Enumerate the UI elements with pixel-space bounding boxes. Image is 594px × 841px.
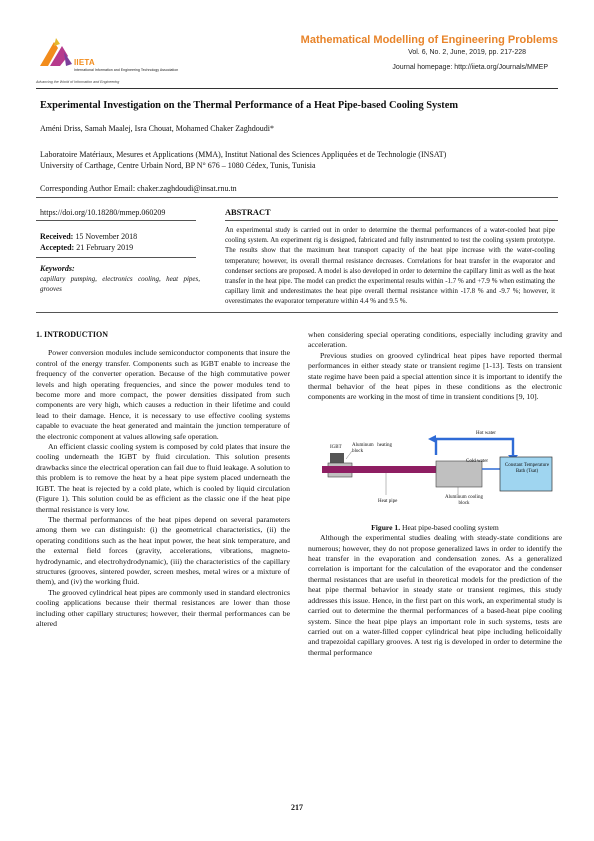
journal-volume: Vol. 6, No. 2, June, 2019, pp. 217-228: [408, 49, 526, 56]
abstract-text: An experimental study is carried out in order to determine the thermal performances of a water-cooled heat pipe cooling system. An experiment rig is designed, fabricated and fully instrumented to test the cooling system prototype. The results show that the maximum heat transport capacity of the heat pipe increase with the water-cooling temperature; however, its overall thermal resistance decreases. Correlations for heat transfer in the evaporator and condenser sections are proposed. A model is also developed in order to determine the capillary limit as well as the heat transfer in the heat pipe. The model can predict the experimental results within -1.7 % and +7.9 % when estimating the capillary limit and underestimates the heat pipe overall thermal resistance within -17.8 % and -9.7 %; however, it overestimates the evaporator temperature within 4.4 % and 9.5 %.: [225, 227, 555, 306]
page-number: 217: [291, 803, 303, 812]
figure-caption-text: Heat pipe-based cooling system: [402, 522, 499, 532]
header-divider: [36, 88, 558, 89]
doi-divider: [36, 220, 196, 221]
iieta-logo-icon: [36, 36, 76, 72]
article-dates: [40, 231, 137, 253]
right-column: [308, 330, 562, 658]
label-aluminum-cooling-block: Aluminum cooling block: [445, 494, 483, 506]
body-divider: [36, 312, 558, 313]
paragraph: The thermal performances of the heat pipes depend on several parameters among them we can distinguish: (i) the geometrical characteristics, (ii) the operating conditions such as the heat input power, the heat sink temperature, and the external field forces (gravity, accelerations, vibrations, magneto-hydrodynamic, and electrohydrodynamic), (iii) the characteristics of the capillary structures (grooves, sintered powder, screen meshes, metal wires or a mixture of them), and (iv) the working fluid.: [36, 514, 290, 587]
keywords-label: Keywords:: [40, 264, 75, 273]
figure-caption-label: Figure 1.: [371, 522, 401, 532]
article-title: Experimental Investigation on the Thermal Performance of a Heat Pipe-based Cooling System: [40, 100, 458, 111]
label-aluminum-heating-block: Aluminum heating block: [352, 442, 392, 454]
label-heat-pipe: Heat pipe: [378, 498, 398, 504]
journal-title: Mathematical Modelling of Engineering Problems: [300, 34, 558, 46]
article-affiliation: [40, 149, 556, 171]
figure-1-diagram: [308, 411, 562, 521]
accepted-label: Accepted:: [40, 243, 75, 252]
label-cold-water: Cold water: [466, 458, 489, 464]
affiliation-line-2: University of Carthage, Centre Urbain Nord, BP N° 676 – 1080 Cédex, Tunis, Tunisia: [40, 161, 316, 170]
article-authors: Améni Driss, Samah Maalej, Isra Chouat, Mohamed Chaker Zaghdoudi*: [40, 124, 274, 133]
label-constant-temperature-bath: Constant Temperature Bath (Tsat): [504, 462, 550, 474]
paragraph: Power conversion modules include semiconductor components that insure the control of the energy transfer. Components such as IGBT enable to increase the frequency of the converter operation. Because of the high commutative power levels and high operating frequencies, and since the power modules tend to become more and more compact, the power densities dissipated from such components are very high, which causes a reduction in their lifetime and could lead to their damage. Hence, it is necessary to use effective cooling systems capable to evacuate the heat generated and maintain the junction temperature of the electronic component at values allowing safe operation.: [36, 348, 290, 441]
figure-1-caption: [308, 523, 562, 533]
iieta-logo: [36, 36, 186, 84]
left-column: [36, 330, 290, 629]
logo-subtitle: International Information and Engineering Technology Association: [74, 68, 179, 72]
paragraph: Previous studies on grooved cylindrical heat pipes have reported thermal performances in either steady state or transient regime [1-13]. Tests on transient state regime have been paid a special attention since it is important to identify the thermal behavior of the heat pipes in these conditions as the electronic components are working in the most of time in transient conditions [9, 10].: [308, 350, 562, 402]
abstract-divider: [225, 220, 558, 221]
dates-divider: [36, 257, 196, 258]
meta-divider: [36, 197, 558, 198]
affiliation-line-1: Laboratoire Matériaux, Mesures et Applications (MMA), Institut National des Sciences Appliquées et de Technologie (INSAT): [40, 150, 447, 159]
section-heading-introduction: 1. INTRODUCTION: [36, 330, 109, 339]
paragraph: The grooved cylindrical heat pipes are commonly used in standard electronics cooling applications because their thermal resistances are lower than those including other capillary structures; however, their thermal performances can be altered: [36, 587, 290, 628]
abstract-heading: ABSTRACT: [225, 208, 271, 217]
logo-tagline: Advancing the World of Information and Engineering: [36, 80, 120, 84]
accepted-date: 21 February 2019: [76, 243, 134, 252]
paragraph: Although the experimental studies dealing with steady-state conditions are numerous; however, they do not propose generalized laws in order to identify the heat transfer in the evaporation and condensation zones. As a generalized correlation is important for the calculation of the evaporator and the condenser thermal resistances that are useful in theoretical models for the prediction of the heat pipe thermal behavior in steady state or transient regimes, this study addresses this issue. Hence, in the first part on this work, an experimental study is carried out to determine the thermal performances of a based-heat pipe cooling system. Since the heat pipe plays an important role in such systems, tests are carried out on a water-filled copper cylindrical heat pipe including helicoidally and trapezoidal capillary grooves. A test rig is developed in order to determine the thermal performance: [308, 533, 562, 657]
corresponding-author: Corresponding Author Email: chaker.zaghdoudi@insat.rnu.tn: [40, 184, 237, 193]
journal-header: [36, 28, 558, 84]
logo-name: IIETA: [74, 58, 95, 67]
doi-link[interactable]: https://doi.org/10.18280/mmep.060209: [40, 208, 166, 217]
journal-homepage-link[interactable]: Journal homepage: http://iieta.org/Journals/MMEP: [392, 64, 548, 71]
paragraph: when considering special operating conditions, especially including gravity and acceleration.: [308, 330, 562, 350]
received-date: 15 November 2018: [75, 232, 138, 241]
keywords: capillary pumping, electronics cooling, heat pipes, grooves: [40, 275, 200, 293]
paragraph: An efficient classic cooling system is composed by cold plates that insure the cooling underneath the IGBT by fluid circulation. This solution presents drawbacks since the electrical operation can fail due to fluid leakage. A solution to this problem is to remove the heat by a heat pipe system placed underneath the IGBT. The heat is rejected by a cold plate, which is cooled by liquid circulation (Figure 1). This solution could be as efficient as the classic one if the heat pipe thermal resistance is very low.: [36, 442, 290, 514]
label-igbt: IGBT: [330, 444, 342, 450]
label-hot-water: Hot water: [476, 430, 496, 436]
received-label: Received:: [40, 232, 74, 241]
